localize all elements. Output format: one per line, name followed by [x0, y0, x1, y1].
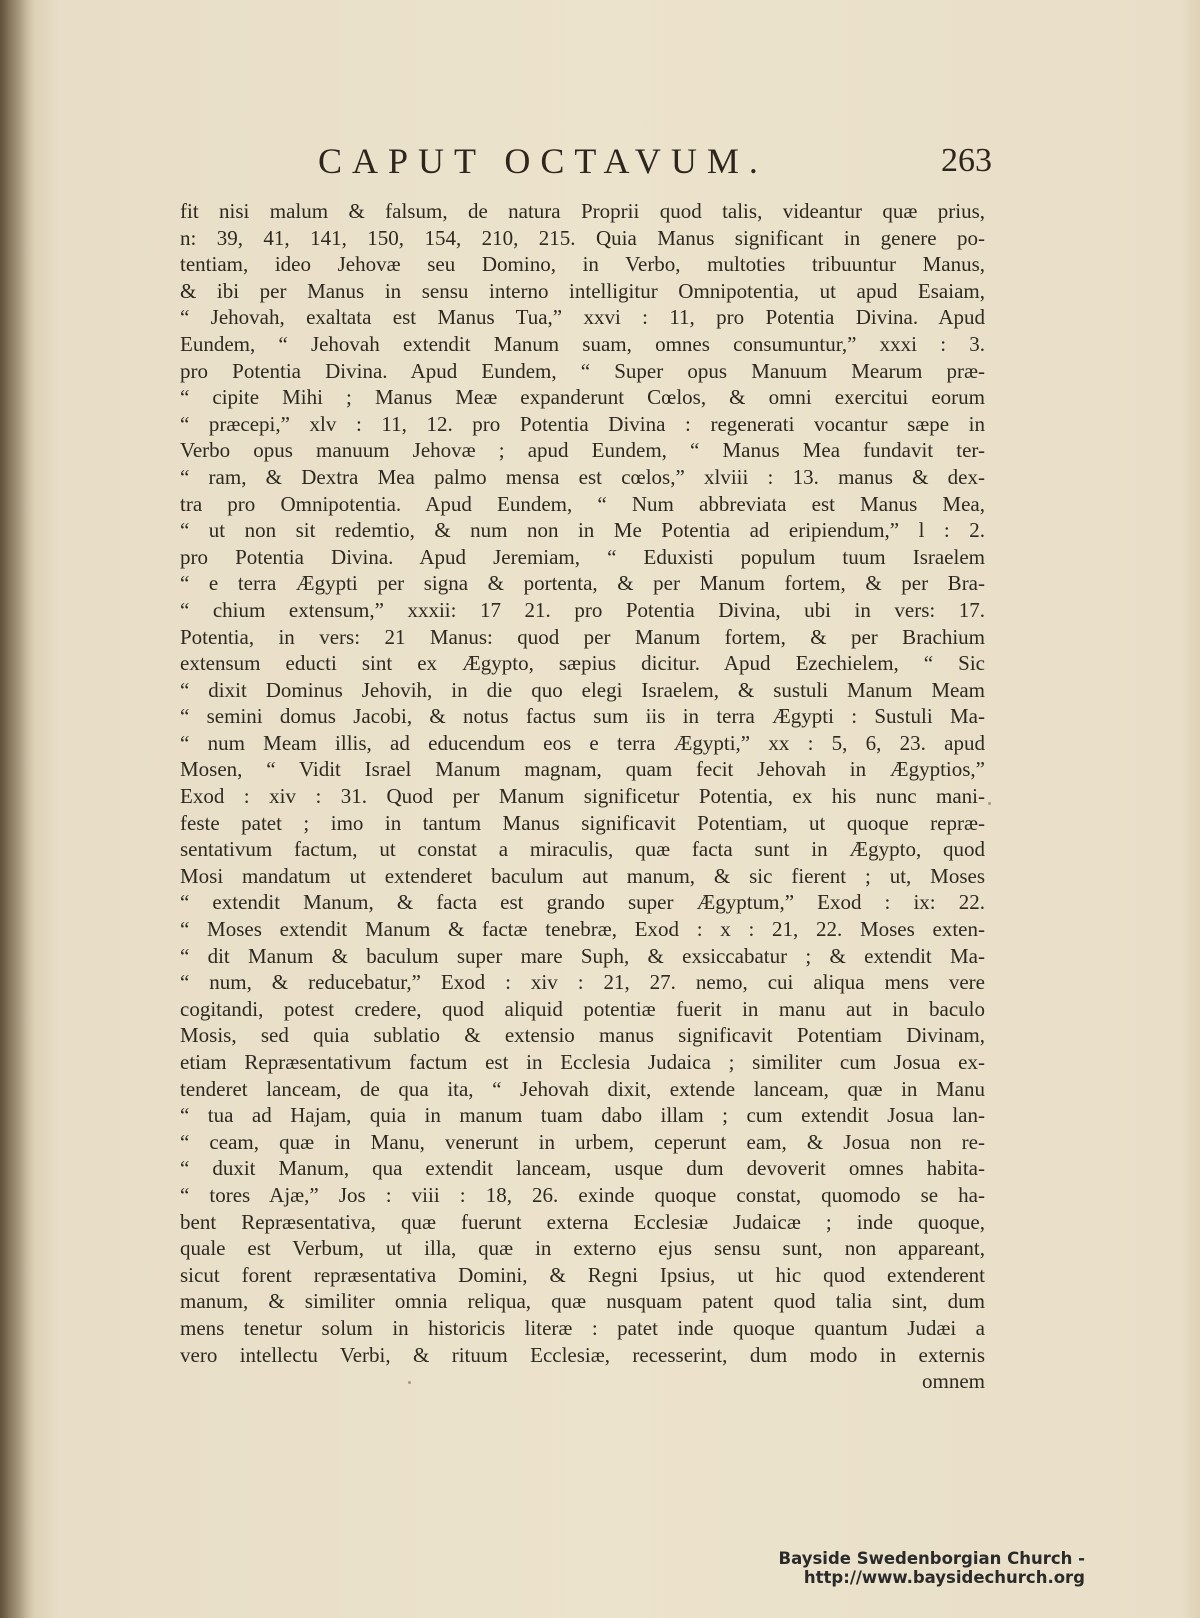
text-line: Eundem, “ Jehovah extendit Manum suam, omnes consumuntur,” xxxi : 3.: [180, 331, 985, 356]
text-line: Verbo opus manuum Jehovæ ; apud Eundem, “ Manus Mea fundavit ter-: [180, 438, 985, 463]
text-line: tra pro Omnipotentia. Apud Eundem, “ Num abbreviata est Manus Mea,: [180, 491, 985, 516]
text-line: sicut forent repræsentativa Domini, & Regni Ipsius, ut hic quod extenderent: [180, 1262, 985, 1287]
text-line: “ extendit Manum, & facta est grando super Ægyptum,” Exod : ix: 22.: [180, 890, 985, 915]
text-line: tentiam, ideo Jehovæ seu Domino, in Verbo, multoties tribuuntur Manus,: [180, 252, 985, 277]
running-title: CAPUT OCTAVUM.: [318, 141, 768, 181]
text-line: tenderet lanceam, de qua ita, “ Jehovah dixit, extende lanceam, quæ in Manu: [180, 1076, 985, 1101]
text-line: “ præcepi,” xlv : 11, 12. pro Potentia Divina : regenerati vocantur sæpe in: [180, 411, 985, 436]
text-line: Mosen, “ Vidit Israel Manum magnam, quam fecit Jehovah in Ægyptios,”: [180, 757, 985, 782]
text-line: cogitandi, potest credere, quod aliquid potentiæ fuerit in manu aut in baculo: [180, 996, 985, 1021]
text-line: n: 39, 41, 141, 150, 154, 210, 215. Quia Manus significant in genere po-: [180, 225, 985, 250]
page-number: 263: [941, 142, 992, 179]
text-line: manum, & similiter omnia reliqua, quæ nusquam patent quod talia sint, dum: [180, 1289, 985, 1314]
ink-speck: [988, 802, 991, 805]
text-line: Potentia, in vers: 21 Manus: quod per Manum fortem, & per Brachium: [180, 624, 985, 649]
text-line: “ ceam, quæ in Manu, venerunt in urbem, ceperunt eam, & Josua non re-: [180, 1129, 985, 1154]
text-line: pro Potentia Divina. Apud Jeremiam, “ Eduxisti populum tuum Israelem: [180, 544, 985, 569]
page-header: [200, 140, 992, 190]
text-line: “ duxit Manum, qua extendit lanceam, usque dum devoverit omnes habita-: [180, 1156, 985, 1181]
text-line: “ Moses extendit Manum & factæ tenebræ, Exod : x : 21, 22. Moses exten-: [180, 917, 985, 942]
catchword: omnem: [922, 1369, 985, 1394]
text-line: “ dit Manum & baculum super mare Suph, & exsiccabatur ; & extendit Ma-: [180, 943, 985, 968]
text-line: “ semini domus Jacobi, & notus factus sum iis in terra Ægypti : Sustuli Ma-: [180, 704, 985, 729]
footer-credit: Bayside Swedenborgian Church - http://www.baysidechurch.org: [778, 1549, 1085, 1587]
text-line: Mosis, sed quia sublatio & extensio manus significavit Potentiam Divinam,: [180, 1023, 985, 1048]
binding-gutter-shadow: [0, 0, 34, 1618]
text-line: “ e terra Ægypti per signa & portenta, & per Manum fortem, & per Bra-: [180, 571, 985, 596]
text-line: “ dixit Dominus Jehovih, in die quo elegi Israelem, & sustuli Manum Meam: [180, 677, 985, 702]
text-line: bent Repræsentativa, quæ fuerunt externa Ecclesiæ Judaicæ ; inde quoque,: [180, 1209, 985, 1234]
text-line: extensum educti sint ex Ægypto, sæpius dicitur. Apud Ezechielem, “ Sic: [180, 651, 985, 676]
text-line: “ ram, & Dextra Mea palmo mensa est cœlos,” xlviii : 13. manus & dex-: [180, 464, 985, 489]
text-line: fit nisi malum & falsum, de natura Proprii quod talis, videantur quæ prius,: [180, 199, 985, 223]
text-line: “ chium extensum,” xxxii: 17 21. pro Potentia Divina, ubi in vers: 17.: [180, 597, 985, 622]
text-line: quale est Verbum, ut illa, quæ in externo ejus sensu sunt, non appareant,: [180, 1236, 985, 1261]
text-line: vero intellectu Verbi, & rituum Ecclesiæ, recesserint, dum modo in externis: [180, 1342, 985, 1367]
ink-speck: [408, 1381, 411, 1384]
text-line: & ibi per Manus in sensu interno intelligitur Omnipotentia, ut apud Esaiam,: [180, 278, 985, 303]
body-text: [180, 198, 985, 1395]
text-line: feste patet ; imo in tantum Manus significavit Potentiam, ut quoque repræ-: [180, 810, 985, 835]
text-line: mens tenetur solum in historicis literæ : patet inde quoque quantum Judæi a: [180, 1315, 985, 1340]
text-line: pro Potentia Divina. Apud Eundem, “ Super opus Manuum Mearum præ-: [180, 358, 985, 383]
text-line: Exod : xiv : 31. Quod per Manum significetur Potentia, ex his nunc mani-: [180, 784, 985, 809]
text-line: “ ut non sit redemtio, & num non in Me Potentia ad eripiendum,” l : 2.: [180, 518, 985, 543]
text-line: sentativum factum, ut constat a miraculis, quæ facta sunt in Ægypto, quod: [180, 837, 985, 862]
text-line: “ num Meam illis, ad educendum eos e terra Ægypti,” xx : 5, 6, 23. apud: [180, 730, 985, 755]
text-line: “ cipite Mihi ; Manus Meæ expanderunt Cœlos, & omni exercitui eorum: [180, 385, 985, 410]
text-line: “ num, & reducebatur,” Exod : xiv : 21, 27. nemo, cui aliqua mens vere: [180, 970, 985, 995]
text-line: “ Jehovah, exaltata est Manus Tua,” xxvi : 11, pro Potentia Divina. Apud: [180, 305, 985, 330]
text-line: Mosi mandatum ut extenderet baculum aut manum, & sic fierent ; ut, Moses: [180, 863, 985, 888]
text-line: etiam Repræsentativum factum est in Ecclesia Judaica ; similiter cum Josua ex-: [180, 1050, 985, 1074]
text-line: “ tores Ajæ,” Jos : viii : 18, 26. exinde quoque constat, quomodo se ha-: [180, 1182, 985, 1207]
text-line: “ tua ad Hajam, quia in manum tuam dabo illam ; cum extendit Josua lan-: [180, 1103, 985, 1128]
